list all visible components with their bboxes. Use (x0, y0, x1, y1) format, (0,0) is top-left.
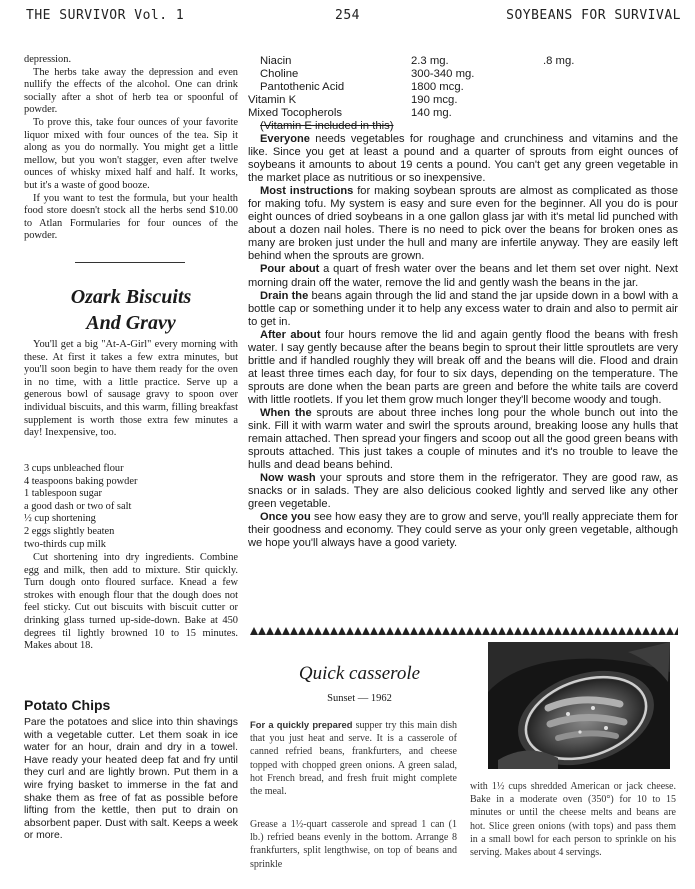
paragraph (248, 263, 678, 289)
nutrient-table (248, 55, 678, 133)
nutrient-row (248, 94, 678, 107)
casserole-intro (250, 718, 457, 798)
nutrient-row (248, 107, 678, 120)
herb-text-block (24, 54, 238, 243)
casserole-intro-text: supper try this main dish that you just heat and serve. It is a casserole of canned refried beans, frankfurters, and cheese topped with chopped green onions. A green salad, hot French bread, and fresh fruit might complete the meal. (250, 720, 457, 798)
title-line: And Gravy (86, 312, 176, 334)
page-number: 254 (335, 8, 360, 23)
paragraph (248, 290, 678, 329)
paragraph-lead: Once you (260, 511, 311, 524)
ingredient-item: 2 eggs slightly beaten (24, 525, 115, 537)
paragraph: depression. (24, 54, 72, 65)
running-header-title: THE SURVIVOR Vol. 1 (26, 8, 185, 23)
paragraph-text: see how easy they are to grow and serve, you'll really appreciate them for their goodness and economy. They could serve as your only green vegetable, although we hope you'll always have a good variety. (248, 511, 678, 550)
quick-casserole-title: Quick casserole (298, 663, 421, 684)
nutrient-row (248, 81, 678, 94)
nutrient-amount: 300-340 mg. (411, 68, 475, 80)
casserole-step-2: with 1½ cups shredded American or jack cheese. Bake in a moderate oven (350°) for 10 to 15 minutes or until the cheese melts and beans are hot. Slice green onions (with tops) and pass them in a small bowl for each person to sprinkle on his serving. Makes about 4 servings. (470, 781, 676, 859)
nutrient-row (248, 55, 678, 68)
section-divider (75, 262, 185, 263)
nutrient-note: (Vitamin E included in this) (260, 120, 394, 132)
ozark-biscuits-title (24, 284, 238, 336)
title-line: Ozark Biscuits (70, 286, 192, 308)
decorative-rule (250, 627, 678, 635)
paragraph: If you want to test the formula, but your health food store doesn't stock all the herbs send $10.00 to Atlan Formularies for four ounces of the powder. (24, 192, 238, 242)
nutrient-row (248, 68, 678, 81)
nutrient-name: Choline (260, 68, 299, 80)
paragraph-lead: After about (260, 328, 321, 341)
ingredient-item: 1 tablespoon sugar (24, 488, 102, 500)
paragraph: Cut shortening into dry ingredients. Combine egg and milk, then add to mixture. Stir quickly. Turn dough onto floured surface. Knead a few strokes with enough flour that the dough does not feel sticky. Cut out biscuits with biscuit cutter or drinking glass turned up-side-down. Bake at 450 degrees til lightly browned 10 to 15 minutes. Makes about 18. (24, 552, 238, 652)
paragraph-text: needs vegetables for roughage and crunchiness and vitamins and the like. Since you get at least a pound and a quarter of sprouts from eight ounces of soybeans it amounts to about 19 cents a pound. You can't get any green vegetable in the market place as nutritious or so inexpensive. (248, 133, 678, 185)
paragraph-text: four hours remove the lid and again gently flood the beans with fresh water. I say gently because after the beans begin to sprout their little sproutlets are very brittle and if handled roughly they will break off and the beans will die. Flood and drain at least three times each day, for four to six days, depending on the temperature. The sprouts are done when the bean parts are green and before the white tails are coverd with little rootlets. If you let them grow much longer they'll become woody and tough. (248, 328, 678, 406)
paragraph-text: sprouts are about three inches long pour the whole bunch out into the sink. Fill it with warm water and swirl the sprouts around, breaking loose any hulls that remain attached. Then spread your fingers and scoop out all the good green beans with sprouts attached. This just takes a couple of minutes and it's no trouble to leave the hulls and dead beans behind. (248, 406, 679, 472)
paragraph-text: a quart of fresh water over the beans and let them set over night. Next morning drain off the water, remove the lid and gently wash the beans in the jar. (248, 263, 678, 289)
paragraph (248, 472, 678, 511)
nutrient-name: Mixed Tocopherols (248, 107, 342, 119)
paragraph-lead: Pour about (260, 263, 320, 276)
nutrient-amount-secondary: .8 mg. (543, 55, 575, 67)
paragraph-lead: Everyone (260, 133, 310, 145)
ingredient-item: 4 teaspoons baking powder (24, 475, 138, 487)
nutrient-name: Niacin (260, 55, 292, 67)
nutrient-amount: 190 mcg. (411, 94, 458, 106)
paragraph (248, 185, 678, 263)
paragraph-lead: When the (260, 406, 312, 419)
paragraph (248, 407, 678, 472)
paragraph: To prove this, take four ounces of your favorite liquor mixed with four ounces of the tea. Sip it along as you do normally. You might get a little mellow, but you won't stagger, even after twelve ounces of whisky mixed half and half. It works, but it's a waste of good booze. (24, 116, 238, 191)
nutrient-amount: 1800 mcg. (411, 81, 464, 93)
nutrient-amount: 2.3 mg. (411, 55, 449, 67)
paragraph: You'll get a big "At-A-Girl" every morning with these. At first it takes a few extra minutes, but you'll soon begin to have them ready for the oven in no time, with a little practice. Serve up a generous bowl of sausage gravy to spoon over individual biscuits, and this warm, filling breakfast supplement is worth those extra few minutes a day! Inexpensive, too. (24, 339, 238, 439)
paragraph (248, 511, 678, 550)
ingredient-item: ½ cup shortening (24, 513, 96, 525)
paragraph-text: beans again through the lid and stand the jar upside down in a bowl with a bottle cap or something under it to help any excess water to drain and also to permit air to get in. (248, 289, 678, 328)
paragraph (248, 329, 678, 407)
nutrient-amount: 140 mg. (411, 107, 452, 119)
ozark-method (24, 552, 238, 653)
recipe-source: Sunset — 1962 (327, 693, 392, 704)
ingredient-item: a good dash or two of salt (24, 500, 132, 512)
running-header-section: SOYBEANS FOR SURVIVAL (506, 8, 681, 23)
paragraph (248, 133, 678, 185)
nutrient-name: Vitamin K (248, 94, 297, 106)
potato-chips-title: Potato Chips (24, 697, 111, 713)
casserole-lead: For a quickly prepared (250, 719, 353, 730)
paragraph-text: your sprouts and store them in the refrigerator. They are good raw, as snacks or in salads. They are also delicious cooked lightly and served like any other green vegetable. (248, 472, 678, 511)
paragraph: The herbs take away the depression and even nullify the effects of the alcohol. One can drink socially after a shot of herb tea or spoonful of powder. (24, 66, 238, 116)
ingredient-item: two-thirds cup milk (24, 538, 106, 550)
casserole-step-1: Grease a 1½-quart casserole and spread 1 can (1 lb.) refried beans evenly in the bottom. Arrange 8 frankfurters, split lengthwise, on top of beans and sprinkle (250, 819, 457, 870)
paragraph-lead: Most instructions (260, 185, 354, 198)
sprouts-article (248, 133, 678, 551)
potato-chips-body: Pare the potatoes and slice into thin shavings with a vegetable cutter. Let them soak in ice water for an hour, drain and dry in a towel. Have ready your heated deep fat and fry until they curl and are lightly brown. Put them in a wire frying basket to immerse in the fat and shake them as free of fat as possible before lifting from the kettle, then put to drain on absorbent paper. Dust with salt. Keeps a week or more. (24, 717, 238, 842)
ozark-intro (24, 339, 238, 440)
paragraph-lead: Now wash (260, 472, 316, 485)
nutrient-row (248, 120, 678, 133)
ingredient-item: 3 cups unbleached flour (24, 463, 124, 474)
nutrient-name: Pantothenic Acid (260, 81, 345, 93)
ozark-ingredients (24, 463, 238, 551)
paragraph-text: for making soybean sprouts are almost as complicated as those for making tofu. My system is easy and sure even for the beginner. All you do is pour eight ounces of dried soybeans in a one gallon glass jar with it's metal lid punched with about a dozen nail holes. There is no need to pick over the beans for broken ones as many are broken just under the hull and many are infertile anyway. They are easily left behind when the sprouts are grown. (248, 185, 678, 263)
casserole-photo (488, 642, 670, 769)
paragraph-lead: Drain the (260, 289, 309, 302)
